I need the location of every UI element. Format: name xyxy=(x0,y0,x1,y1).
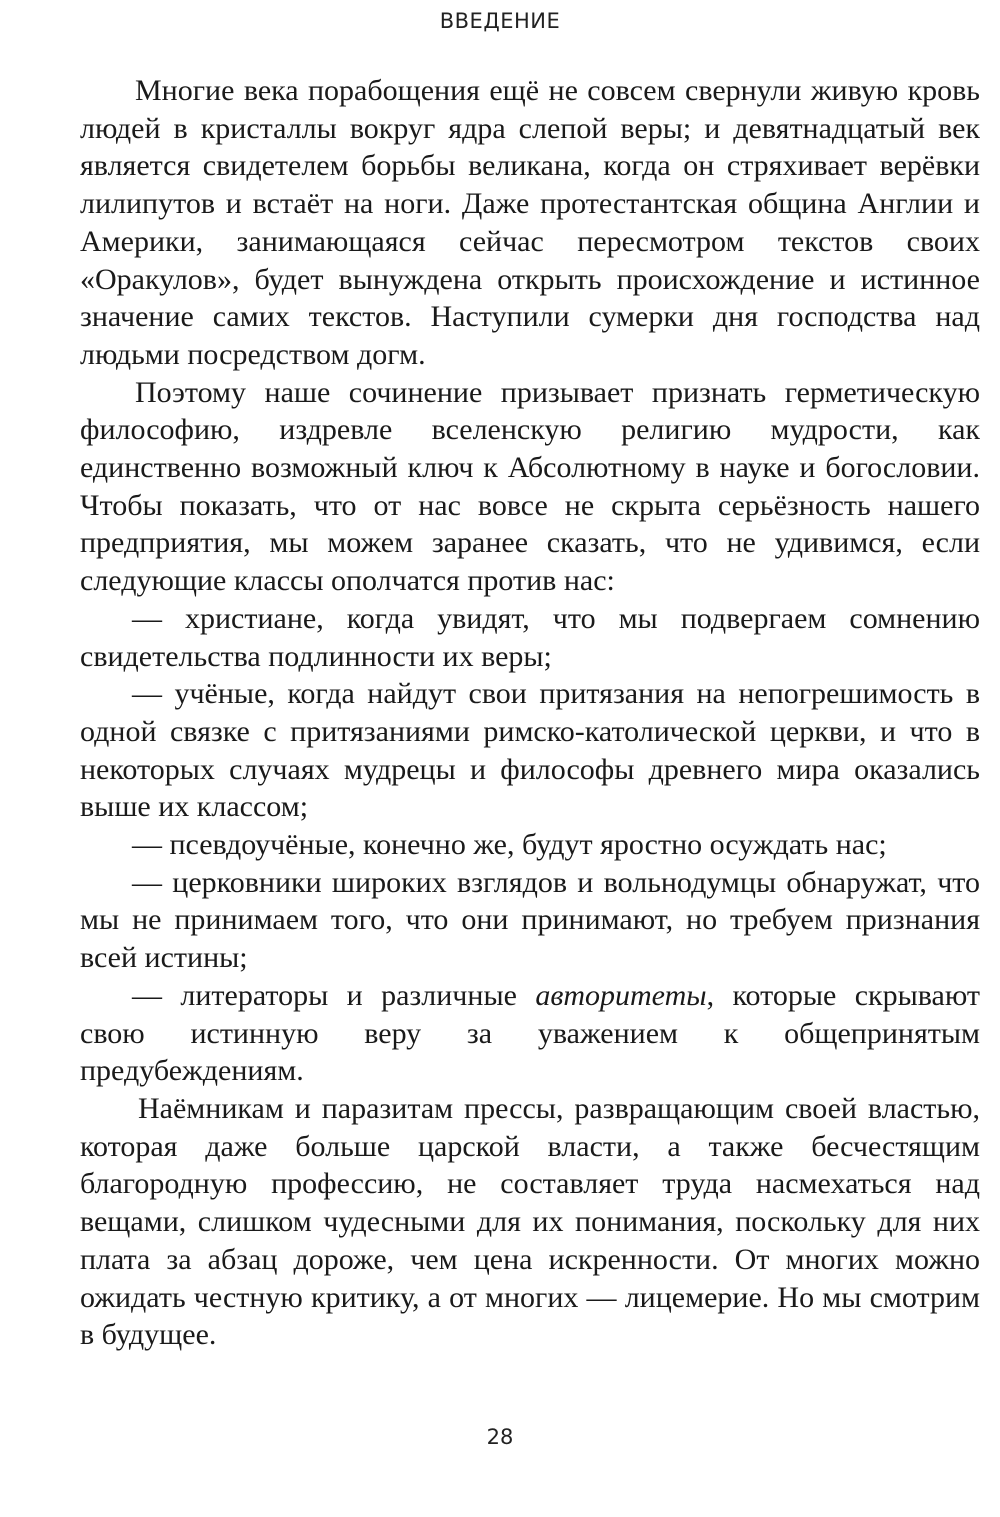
list-item: — христиане, когда увидят, что мы подвергаем сомнению свидетельства подлинности их веры; xyxy=(80,601,980,673)
page-number: 28 xyxy=(486,1425,514,1449)
list-item: — церковники широких взглядов и вольнодумцы обнаружат, что мы не принимаем того, что они принимают, но требуем признания всей истины; xyxy=(80,865,980,975)
page-body xyxy=(80,72,980,1354)
list-item-text-before: — литераторы и различные xyxy=(132,978,536,1012)
paragraph: Наёмникам и паразитам прессы, развращающим своей властью, которая даже больше царской власти, а также бесчестящим благородную профессию, не составляет труда насмехаться над вещами, слишком чудесными для их понимания, поскольку для них плата за абзац дороже, чем цена искренности. От многих можно ожидать честную критику, а от многих — лицемерие. Но мы смотрим в будущее. xyxy=(80,1091,980,1352)
paragraph: Поэтому наше сочинение призывает признать герметическую философию, издревле вселенскую религию мудрости, как единственно возможный ключ к Абсолютному в науке и богословии. Чтобы показать, что от нас вовсе не скрыта серьёзность нашего предприятия, мы можем заранее сказать, что не удивимся, если следующие классы ополчатся против нас: xyxy=(80,375,980,598)
running-head: ВВЕДЕНИЕ xyxy=(439,9,561,33)
list-item: — учёные, когда найдут свои притязания на непогрешимость в одной связке с притязаниями римско-католической церкви, и что в некоторых случаях мудрецы и философы древнего мира оказались выше их классом; xyxy=(80,677,980,824)
list-item-text-after: , которые скрывают свою истинную веру за уважением к общепринятым предубеждениям. xyxy=(80,978,980,1088)
paragraph: Многие века порабощения ещё не совсем свернули живую кровь людей в кристаллы вокруг ядра слепой веры; и девятнадцатый век является свидетелем борьбы великана, когда он стряхивает верёвки лилипутов и встаёт на ноги. Даже протестантская община Англии и Америки, занимающаяся сейчас пересмотром текстов своих «Оракулов», будет вынуждена открыть происхождение и истинное значение самих текстов. Наступили сумерки дня господства над людьми посредством догм. xyxy=(80,74,980,371)
list-item: — псевдоучёные, конечно же, будут яростно осуждать нас; xyxy=(132,828,887,862)
emphasized-word: авторитеты xyxy=(535,978,707,1012)
list-item xyxy=(80,977,980,1090)
